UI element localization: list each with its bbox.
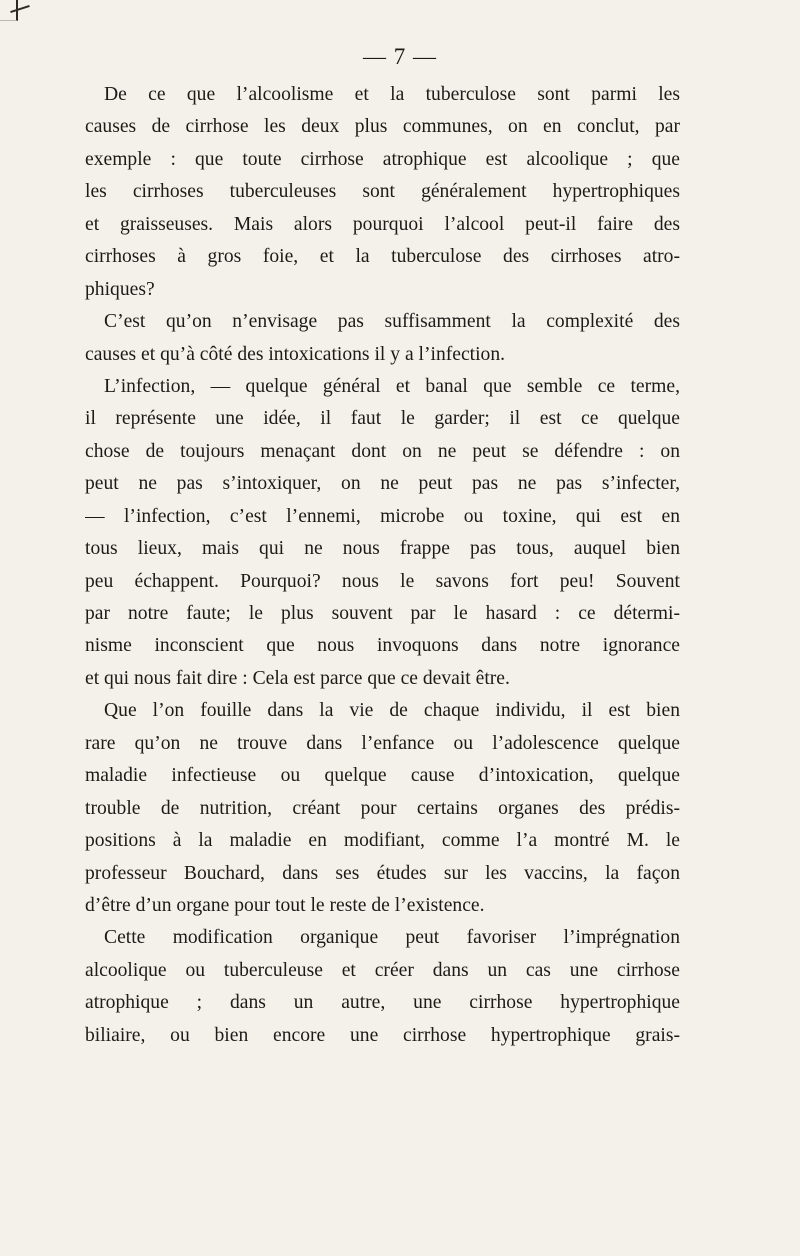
text-line: peu échappent. Pourquoi? nous le savons fort peu! Souvent: [85, 570, 680, 592]
text-line: biliaire, ou bien encore une cirrhose hypertrophique grais-: [85, 1024, 680, 1046]
text-line: positions à la maladie en modifiant, comme l’a montré M. le: [85, 830, 680, 852]
text-line: il représente une idée, il faut le garder; il est ce quelque: [85, 408, 680, 430]
page-number: — 7 —: [363, 44, 437, 69]
text-line: alcoolique ou tuberculeuse et créer dans un cas une cirrhose: [85, 959, 680, 981]
text-line: De ce que l’alcoolisme et la tuberculose sont parmi les: [104, 84, 680, 105]
text-line: d’être d’un organe pour tout le reste de l’existence.: [85, 894, 485, 916]
text-line: rare qu’on ne trouve dans l’enfance ou l’adolescence quelque: [85, 732, 680, 754]
paragraph-4: [85, 695, 680, 922]
text-line: causes de cirrhose les deux plus communes, on en conclut, par: [85, 116, 680, 138]
text-line: professeur Bouchard, dans ses études sur les vaccins, la façon: [85, 862, 680, 884]
text-line: les cirrhoses tuberculeuses sont généralement hypertrophiques: [85, 181, 680, 203]
text-line: chose de toujours menaçant dont on ne peut se défendre : on: [85, 440, 680, 462]
text-line: C’est qu’on n’envisage pas suffisamment la complexité des: [104, 311, 680, 333]
text-line: atrophique ; dans un autre, une cirrhose hypertrophique: [85, 992, 680, 1014]
text-line: causes et qu’à côté des intoxications il y a l’infection.: [85, 343, 506, 365]
text-line: Cette modification organique peut favoriser l’imprégnation: [104, 927, 680, 949]
text-line: Que l’on fouille dans la vie de chaque individu, il est bien: [104, 700, 680, 722]
text-line: L’infection, — quelque général et banal que semble ce terme,: [104, 375, 680, 397]
paragraph-5: [85, 922, 680, 1052]
text-line: tous lieux, mais qui ne nous frappe pas tous, auquel bien: [85, 538, 680, 560]
text-line: maladie infectieuse ou quelque cause d’intoxication, quelque: [85, 765, 680, 787]
text-line: exemple : que toute cirrhose atrophique est alcoolique ; que: [85, 148, 680, 170]
text-line: cirrhoses à gros foie, et la tuberculose des cirrhoses atro-: [85, 246, 680, 268]
text-line: et graisseuses. Mais alors pourquoi l’alcool peut-il faire des: [85, 213, 680, 235]
text-line: phiques?: [85, 278, 155, 300]
paragraph-1: [85, 79, 680, 306]
text-line: par notre faute; le plus souvent par le hasard : ce détermi-: [85, 603, 680, 624]
text-line: nisme inconscient que nous invoquons dans notre ignorance: [85, 635, 680, 657]
body-text: [85, 79, 680, 1052]
paragraph-3: [85, 371, 680, 695]
text-line: peut ne pas s’intoxiquer, on ne peut pas ne pas s’infecter,: [85, 473, 680, 495]
text-line: et qui nous fait dire : Cela est parce que ce devait être.: [85, 667, 510, 689]
text-line: — l’infection, c’est l’ennemi, microbe ou toxine, qui est en: [85, 505, 680, 527]
paragraph-2: [85, 306, 680, 371]
text-line: trouble de nutrition, créant pour certains organes des prédis-: [85, 797, 680, 819]
